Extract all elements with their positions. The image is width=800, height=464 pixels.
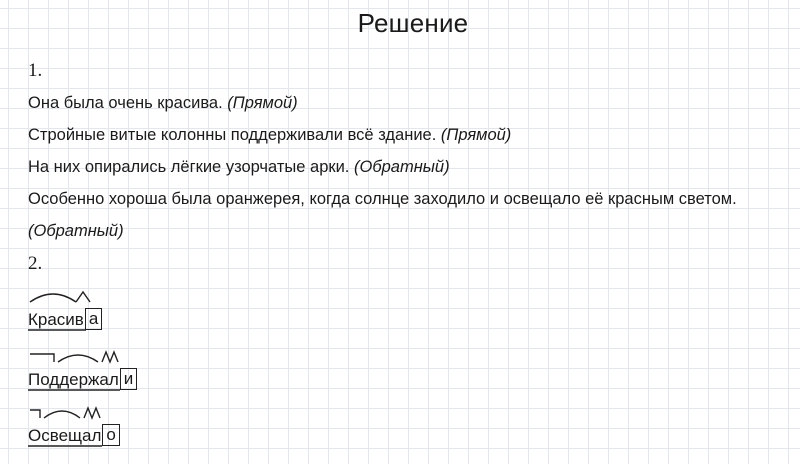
word-order-type: (Прямой) — [227, 94, 298, 112]
word-order-type: (Обратный) — [354, 158, 450, 176]
section-number-1: 1. — [28, 60, 43, 81]
word-stem: Освещал — [28, 426, 102, 445]
sentence-4 — [28, 190, 737, 209]
word-order-type: (Обратный) — [28, 222, 124, 240]
sentence-2 — [28, 126, 511, 145]
sentence-1 — [28, 94, 298, 113]
word-stem: Красив — [28, 310, 84, 329]
morpheme-analysis-3 — [28, 404, 168, 454]
sentence-text: На них опирались лёгкие узорчатые арки. — [28, 158, 350, 176]
analyzed-word — [28, 424, 120, 446]
word-ending: а — [85, 308, 102, 330]
sentence-text: Она была очень красива. — [28, 94, 223, 112]
page-title: Решение — [357, 8, 469, 38]
word-order-type: (Прямой) — [440, 126, 512, 144]
word-stem: Поддержал — [28, 370, 119, 389]
section-number-2: 2. — [28, 253, 43, 274]
word-ending: и — [120, 368, 138, 390]
sentence-text: Стройные витые колонны поддерживали всё здание. — [28, 126, 437, 144]
sentence-text: Особенно хороша была оранжерея, когда солнце заходило и освещало её красным светом. — [28, 190, 737, 208]
analyzed-word — [28, 308, 102, 330]
word-ending: о — [102, 424, 119, 446]
analyzed-word — [28, 368, 137, 390]
morpheme-analysis-2 — [28, 348, 188, 398]
sentence-3 — [28, 158, 450, 177]
sentence-4-type-line — [28, 222, 124, 241]
morpheme-analysis-1 — [28, 288, 148, 338]
